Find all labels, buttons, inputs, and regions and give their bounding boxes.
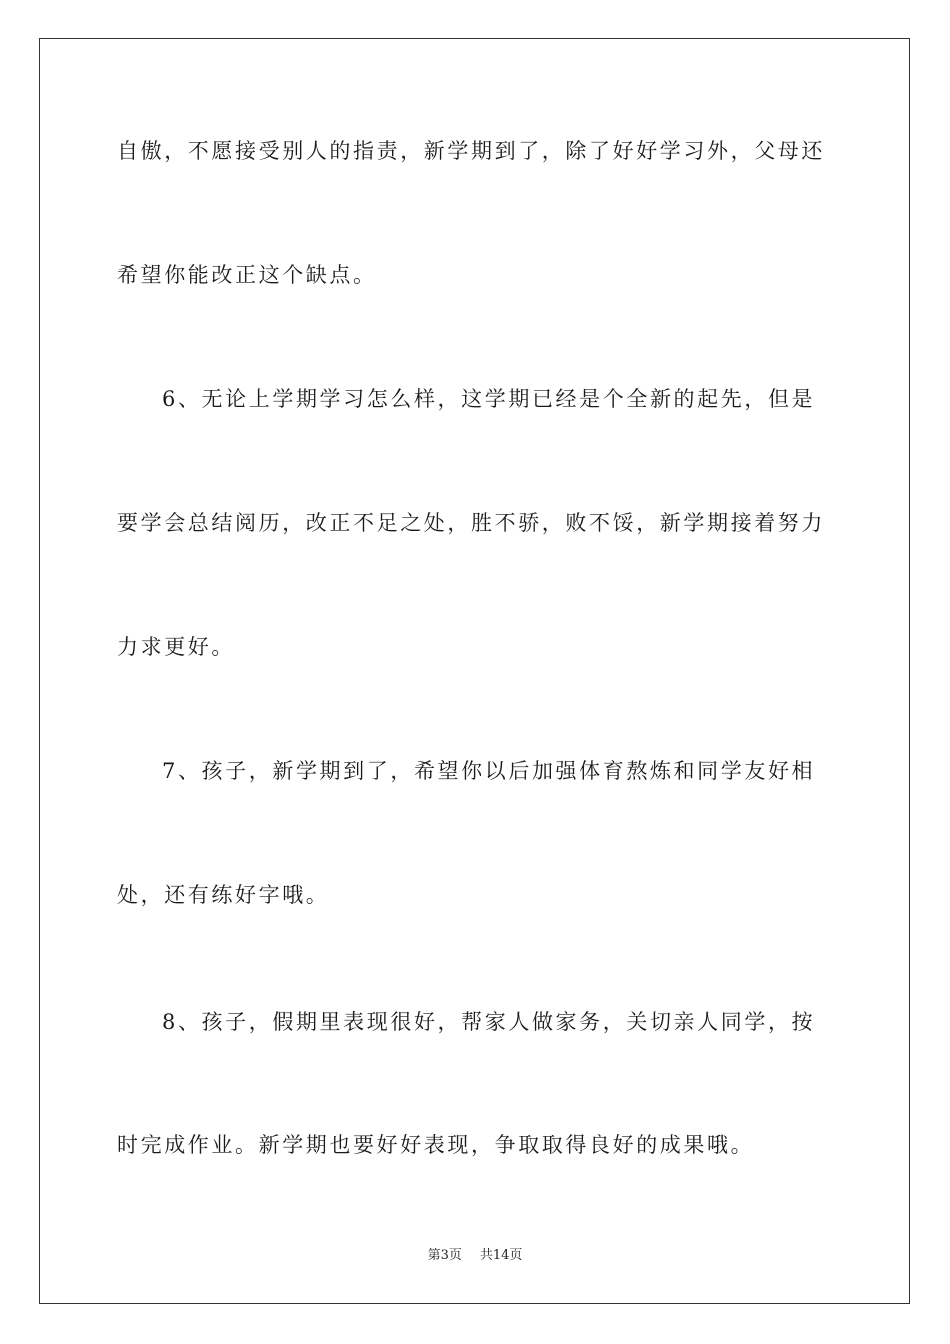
text-line-4: 要学会总结阅历，改正不足之处，胜不骄，败不馁，新学期接着努力	[117, 511, 825, 535]
page-number: 第3页	[427, 1248, 462, 1263]
text-line-9: 时完成作业。新学期也要好好表现，争取取得良好的成果哦。	[117, 1133, 755, 1157]
text-line-5: 力求更好。	[117, 635, 235, 659]
page-total: 共14页	[479, 1248, 523, 1263]
page-frame	[39, 38, 910, 1304]
text-line-2: 希望你能改正这个缺点。	[117, 263, 377, 287]
page-footer	[0, 1247, 950, 1265]
text-line-7: 处，还有练好字哦。	[117, 883, 330, 907]
text-line-1: 自傲，不愿接受别人的指责，新学期到了，除了好好学习外，父母还	[117, 139, 825, 163]
text-line-8: 8、孩子，假期里表现很好，帮家人做家务，关切亲人同学，按	[162, 1010, 816, 1034]
text-line-6: 7、孩子，新学期到了，希望你以后加强体育熬炼和同学友好相	[162, 759, 816, 783]
text-line-3: 6、无论上学期学习怎么样，这学期已经是个全新的起先，但是	[162, 387, 816, 411]
